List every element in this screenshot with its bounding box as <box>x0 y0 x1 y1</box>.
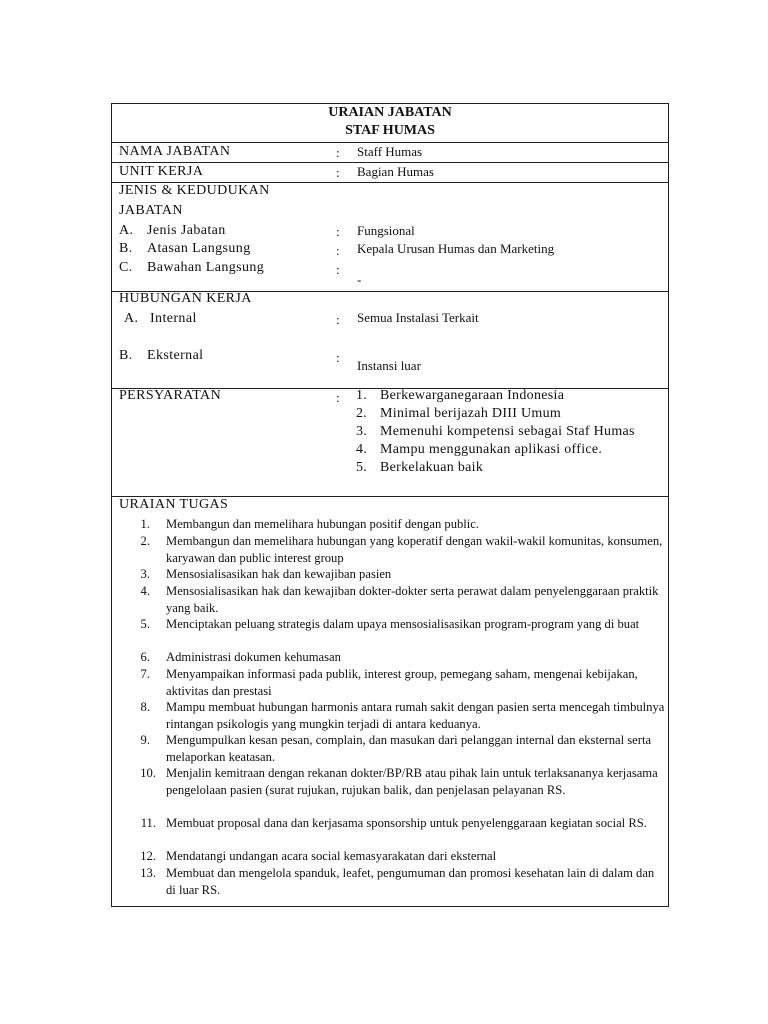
task-text: Membangun dan memelihara hubungan positif dengan public. <box>166 517 480 531</box>
task-text: Mensosialisasikan hak dan kewajiban pasien <box>166 567 392 581</box>
task-number: 9. <box>140 733 150 747</box>
hubungan-kerja-label: HUBUNGAN KERJA <box>119 291 252 306</box>
requirement-item: Memenuhi kompetensi sebagai Staf Humas <box>380 424 635 439</box>
atasan-langsung-label: Atasan Langsung <box>147 241 251 256</box>
task-number: 1. <box>140 517 150 531</box>
row-divider <box>112 142 668 143</box>
task-text: Menyampaikan informasi pada publik, interest group, pemegang saham, mengenai kebijakan, aktivitas dan prestasi <box>166 667 638 698</box>
eksternal-label: Eksternal <box>147 348 204 363</box>
colon: : <box>336 145 340 160</box>
requirement-item: Minimal berijazah DIII Umum <box>380 406 562 421</box>
item-letter: A. <box>119 223 134 238</box>
jenis-kedudukan-label: JENIS & KEDUDUKAN <box>119 183 270 198</box>
task-text: Mengumpulkan kesan pesan, complain, dan masukan dari pelanggan internal dan eksternal serta melaporkan keatasan. <box>166 733 652 764</box>
colon: : <box>336 262 340 277</box>
task-text: Administrasi dokumen kehumasan <box>166 650 341 664</box>
task-text: Membangun dan memelihara hubungan yang koperatif dengan wakil-wakil komunitas, konsumen, karyawan dan public interest group <box>166 534 663 565</box>
nama-jabatan-label: NAMA JABATAN <box>119 144 231 159</box>
task-number: 13. <box>140 866 156 880</box>
bawahan-langsung-value: - <box>357 272 362 287</box>
document-title: URAIAN JABATAN <box>328 105 452 120</box>
task-text: Mendatangi undangan acara social kemasyarakatan dari eksternal <box>166 849 497 863</box>
unit-kerja-label: UNIT KERJA <box>119 164 204 179</box>
task-text: Membuat dan mengelola spanduk, leafet, pengumuman dan promosi kesehatan lain di dalam dan di luar RS. <box>166 866 655 897</box>
task-number: 2. <box>140 534 150 548</box>
task-text: Mampu membuat hubungan harmonis antara rumah sakit dengan pasien serta mencegah timbulnya rintangan psikologis yang mungkin terjadi di antara keduanya. <box>166 700 665 731</box>
colon: : <box>336 165 340 180</box>
task-number: 7. <box>140 667 150 681</box>
job-description-table <box>111 103 669 907</box>
requirement-number: 1. <box>356 388 368 403</box>
task-number: 4. <box>140 584 150 598</box>
colon: : <box>336 350 340 365</box>
colon: : <box>336 243 340 258</box>
internal-value: Semua Instalasi Terkait <box>357 310 479 325</box>
colon: : <box>336 224 340 239</box>
atasan-langsung-value: Kepala Urusan Humas dan Marketing <box>357 241 555 256</box>
item-letter: A. <box>124 311 139 326</box>
row-divider <box>112 162 668 163</box>
task-number: 3. <box>140 567 150 581</box>
requirement-number: 4. <box>356 442 368 457</box>
requirement-number: 3. <box>356 424 368 439</box>
requirement-item: Mampu menggunakan aplikasi office. <box>380 442 603 457</box>
requirement-number: 5. <box>356 460 368 475</box>
requirement-number: 2. <box>356 406 368 421</box>
task-text: Mensosialisasikan hak dan kewajiban dokter-dokter serta perawat dalam penyelenggaraan praktik yang baik. <box>166 584 659 615</box>
jenis-jabatan-value: Fungsional <box>357 223 415 238</box>
task-number: 6. <box>140 650 150 664</box>
persyaratan-label: PERSYARATAN <box>119 388 222 403</box>
uraian-tugas-label: URAIAN TUGAS <box>119 497 229 512</box>
jenis-jabatan-label: Jenis Jabatan <box>147 223 226 238</box>
task-text: Menciptakan peluang strategis dalam upaya mensosialisasikan program-program yang di buat <box>166 617 640 631</box>
internal-label: Internal <box>150 311 197 326</box>
task-number: 11. <box>140 816 156 830</box>
task-text: Menjalin kemitraan dengan rekanan dokter/BP/RB atau pihak lain untuk terlaksananya kerjasama pengelolaan pasien (surat rujukan, rujukan balik, dan penjelasan pelayanan RS. <box>166 766 658 797</box>
colon: : <box>336 312 340 327</box>
requirement-item: Berkewarganegaraan Indonesia <box>380 388 565 403</box>
nama-jabatan-value: Staff Humas <box>357 144 423 159</box>
bawahan-langsung-label: Bawahan Langsung <box>147 260 265 275</box>
task-number: 8. <box>140 700 150 714</box>
requirement-item: Berkelakuan baik <box>380 460 484 475</box>
task-number: 10. <box>140 766 156 780</box>
eksternal-value: Instansi luar <box>357 358 421 373</box>
task-text: Membuat proposal dana dan kerjasama sponsorship untuk penyelenggaraan kegiatan social RS. <box>166 816 647 830</box>
task-number: 12. <box>140 849 156 863</box>
unit-kerja-value: Bagian Humas <box>357 164 434 179</box>
jenis-kedudukan-label-2: JABATAN <box>119 203 183 218</box>
item-letter: B. <box>119 241 133 256</box>
item-letter: B. <box>119 348 133 363</box>
document-subtitle: STAF HUMAS <box>345 123 435 138</box>
task-number: 5. <box>140 617 150 631</box>
item-letter: C. <box>119 260 133 275</box>
colon: : <box>336 390 340 405</box>
